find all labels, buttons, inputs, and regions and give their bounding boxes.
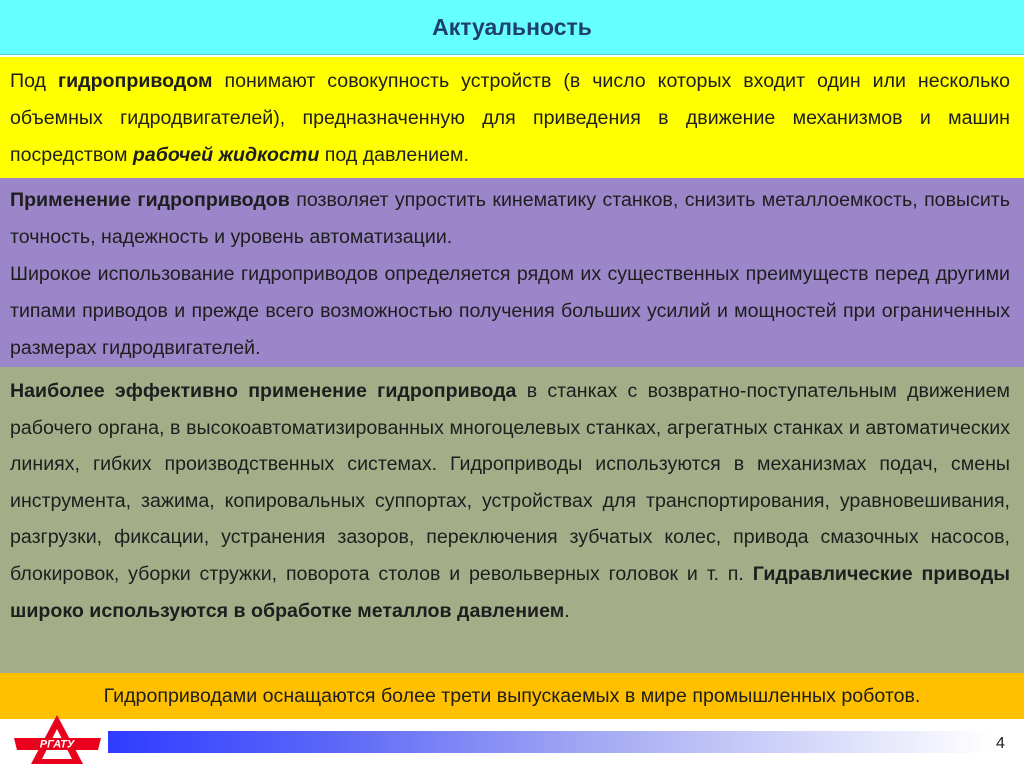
term-bold: гидроприводом	[57, 70, 213, 92]
logo-text: РГАТУ	[39, 738, 75, 751]
text: понимают совокупность устройств (в число которых входит один или несколько объемных гидродвигателей), предназначенную для приведения в движение механизмов и машин посредством	[10, 70, 1010, 166]
text: Под	[10, 70, 58, 92]
title-bar	[0, 0, 1024, 55]
applications-paragraph	[10, 373, 1010, 629]
text: под давлением.	[319, 144, 469, 166]
robots-text: Гидроприводами оснащаются более трети выпускаемых в мире промышленных роботов.	[103, 684, 921, 707]
text: в станках с возвратно-поступательным движением рабочего органа, в высокоавтоматизированных многоцелевых станках, агрегатных станках и автоматических линиях, гибких производственных системах. Гидроприводы используются в механизмах подач, смены инструмента, зажима, копировальных суппортах, устройствах для транспортирования, уравновешивания, разгрузки, фиксации, устранения зазоров, переключения зубчатых колес, привода смазочных насосов, блокировок, уборки стружки, поворота столов и револьверных головок и т. п.	[10, 380, 1010, 585]
advantages-paragraph-1	[10, 182, 1010, 256]
term-bold: Наиболее эффективно применение гидропривода	[10, 380, 517, 402]
definition-block	[0, 57, 1024, 178]
term-bold: Гидравлические приводы широко используются в обработке металлов давлением	[10, 562, 1010, 622]
text: позволяет упростить кинематику станков, снизить металлоемкость, повысить точность, надежность и уровень автоматизации.	[10, 189, 1010, 248]
advantages-paragraph-2: Широкое использование гидроприводов определяется рядом их существенных преимуществ перед другими типами приводов и прежде всего возможностью получения больших усилий и мощностей при ограниченных размерах гидродвигателей.	[10, 263, 1010, 359]
definition-paragraph	[10, 63, 1010, 174]
robots-block	[0, 673, 1024, 719]
term-bold: Применение гидроприводов	[10, 189, 290, 211]
slide-title: Актуальность	[432, 13, 592, 40]
applications-block	[0, 367, 1024, 673]
term-bold-italic: рабочей жидкости	[132, 144, 320, 166]
footer-gradient-strip	[108, 731, 990, 753]
advantages-block	[0, 178, 1024, 367]
text: .	[564, 599, 570, 622]
university-logo	[8, 712, 106, 767]
page-number: 4	[996, 735, 1005, 752]
